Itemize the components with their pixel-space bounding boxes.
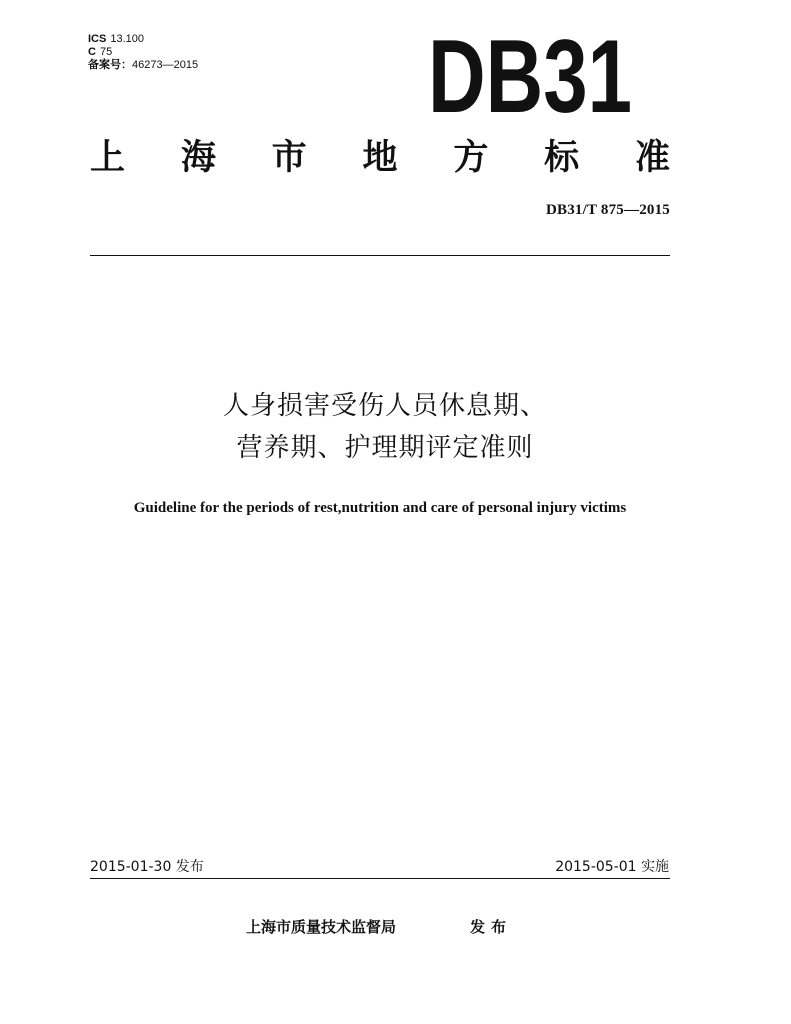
footer-divider [90,878,670,879]
ics-code [88,33,198,46]
chinese-title-line-1: 人身损害受伤人员休息期、 [222,391,547,421]
chinese-title-line-2: 营养期、护理期评定准则 [236,433,534,463]
ics-value: 13.100 [110,33,144,45]
standard-type-char: 上 [90,138,126,178]
filing-value: 46273—2015 [132,59,199,71]
standard-number: DB31/T 875—2015 [546,202,670,218]
standard-type-char: 地 [362,138,398,178]
publish-date: 2015-01-30 发布 [90,859,204,875]
implement-date: 2015-05-01 实施 [555,859,669,875]
english-title: Guideline for the periods of rest,nutrition and care of personal injury victims [133,500,627,516]
db31-logo [428,19,632,135]
standard-type-char: 海 [180,138,216,178]
filing-label: 备案号： [88,59,132,71]
logo-text: DB31 [428,19,632,135]
standard-type-char: 标 [544,138,580,178]
standard-type-char: 市 [271,138,307,178]
issue-label: 发布 [470,918,513,936]
classification-block [88,33,198,72]
ics-label: ICS [88,33,107,45]
filing-number [88,59,198,72]
ccs-label: C [88,46,96,58]
standard-type-char: 方 [453,138,489,178]
standard-type-title [90,136,670,180]
issuing-authority: 上海市质量技术监督局 [246,918,397,936]
standard-type-char: 准 [634,138,670,178]
header-divider [90,255,670,256]
ccs-value: 75 [99,46,113,58]
ccs-code [88,46,198,59]
